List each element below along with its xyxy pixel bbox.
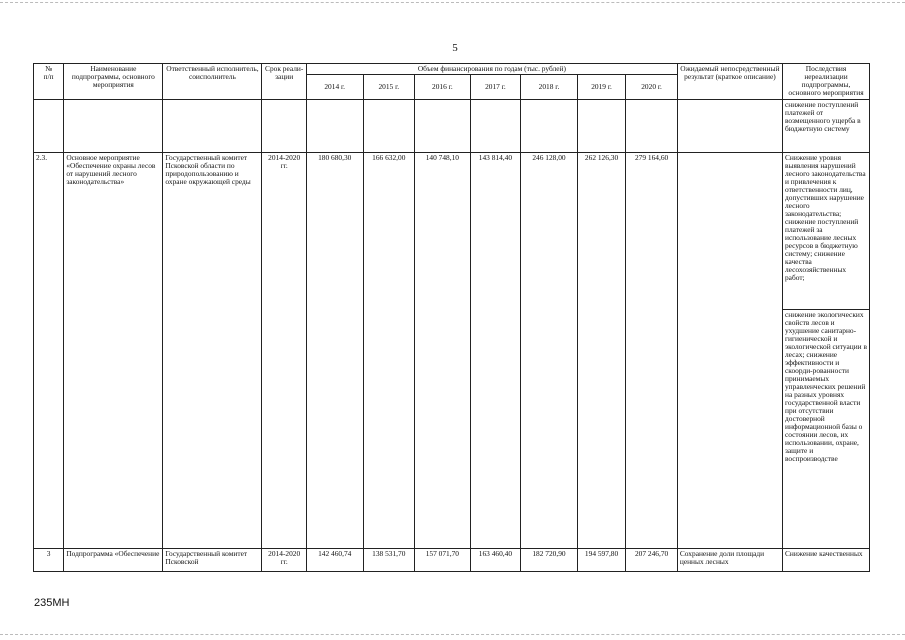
table-row — [34, 100, 870, 153]
col-consequences-header: Последствия нереализации подпрограммы, основного мероприятия — [782, 64, 869, 100]
row-name: Подпрограмма «Обеспечение — [64, 549, 163, 572]
value-2017: 163 460,40 — [470, 549, 521, 572]
year-2015: 2015 г. — [363, 75, 415, 100]
row-expected — [677, 153, 782, 549]
value-2018: 246 128,00 — [521, 153, 578, 549]
col-name-header: Наименование подпрограммы, основного мероприятия — [64, 64, 163, 100]
col-funding-header: Объем финансирования по годам (тыс. рублей) — [306, 64, 677, 75]
year-2017: 2017 г. — [470, 75, 521, 100]
year-2019: 2019 г. — [577, 75, 626, 100]
value-2017: 143 814,40 — [470, 153, 521, 549]
row-responsible: Государственный комитет Псковской — [163, 549, 262, 572]
value-2016: 157 071,70 — [415, 549, 471, 572]
consequence-cell-b: снижение экологических свойств лесов и ухудшение санитарно-гигиенической и экологической ситуации в лесах; снижение эффективности и скоорди-рованности принимаемых управленческих решений на разных уровнях государственной власти при отсутствии достоверной информационной базы о состоянии лесов, их использовании, охране, защите и воспроизводстве — [782, 310, 869, 549]
value-2020: 207 246,70 — [626, 549, 678, 572]
year-2018: 2018 г. — [521, 75, 578, 100]
page-number: 5 — [452, 42, 458, 54]
value-2014: 180 680,30 — [306, 153, 363, 549]
col-term-header: Срок реали-зации — [262, 64, 306, 100]
row-responsible: Государственный комитет Псковской области по природопользованию и охране окружающей среды — [163, 153, 262, 549]
value-2020: 279 164,60 — [626, 153, 678, 549]
year-2016: 2016 г. — [415, 75, 471, 100]
table-row — [34, 549, 870, 572]
consequence-cell: Снижение качественных — [782, 549, 869, 572]
value-2018: 182 720,90 — [521, 549, 578, 572]
col-expected-header: Ожидаемый непосредственный результат (краткое описание) — [677, 64, 782, 100]
header-row — [34, 64, 870, 75]
consequence-cell: снижение поступлений платежей от возмещенного ущерба в бюджетную систему — [782, 100, 869, 153]
row-term: 2014-2020 гг. — [262, 153, 306, 549]
bottom-scan-line — [0, 634, 905, 635]
value-2015: 138 531,70 — [363, 549, 415, 572]
value-2019: 262 126,30 — [577, 153, 626, 549]
row-name: Основное мероприятие «Обеспечение охраны лесов от нарушений лесного законодательства» — [64, 153, 163, 549]
document-code: 235МН — [34, 597, 70, 609]
col-num-header: № п/п — [34, 64, 64, 100]
row-num: 3 — [34, 549, 64, 572]
top-scan-line — [0, 2, 905, 3]
row-num: 2.3. — [34, 153, 64, 549]
row-term: 2014-2020 гг. — [262, 549, 306, 572]
row-expected: Сохранение доли площади ценных лесных — [677, 549, 782, 572]
value-2015: 166 632,00 — [363, 153, 415, 549]
year-2014: 2014 г. — [306, 75, 363, 100]
value-2016: 140 748,10 — [415, 153, 471, 549]
value-2014: 142 460,74 — [306, 549, 363, 572]
year-2020: 2020 г. — [626, 75, 678, 100]
consequence-cell-a: Снижение уровня выявления нарушений лесного законодательства и привлечения к ответственности лиц, допустивших нарушение лесного законодательства; снижение поступлений платежей за использование лесных ресурсов в бюджетную систему; снижение качества лесохозяйственных работ; — [782, 153, 869, 310]
value-2019: 194 597,80 — [577, 549, 626, 572]
program-table — [33, 63, 870, 572]
table-row — [34, 153, 870, 310]
col-responsible-header: Ответственный исполнитель, соисполнитель — [163, 64, 262, 100]
